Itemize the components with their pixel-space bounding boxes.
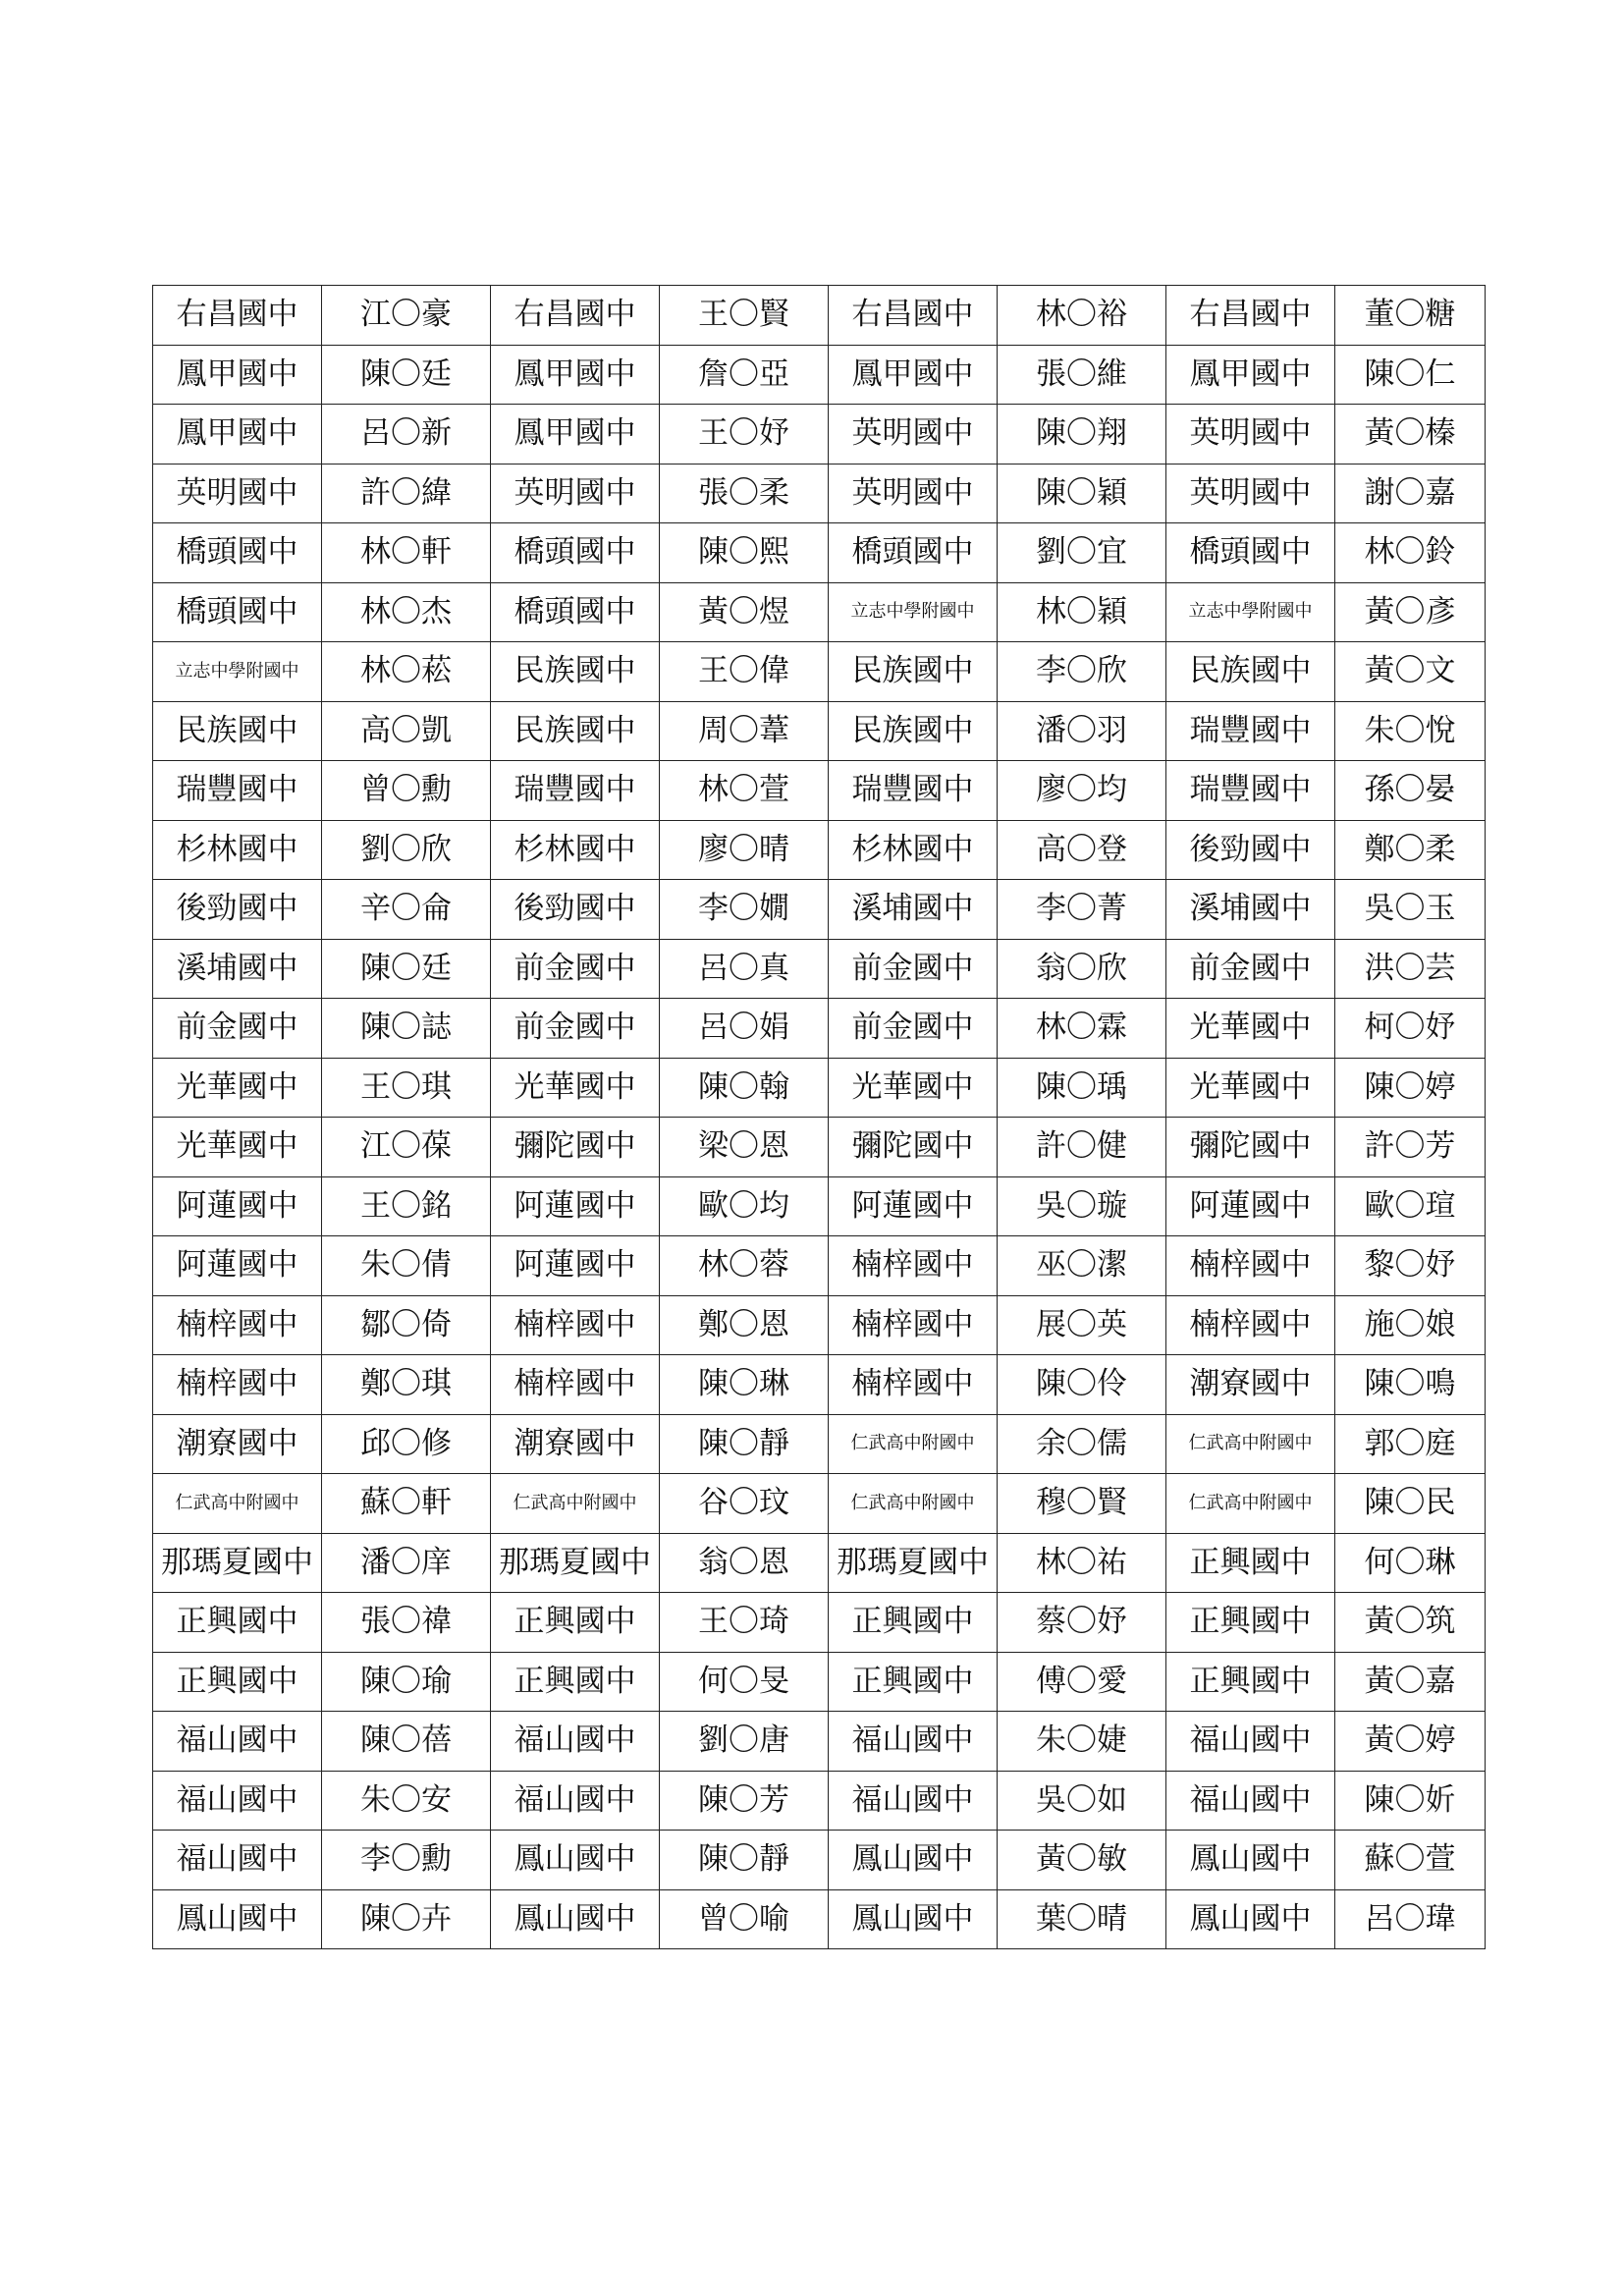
school-cell: 光華國中 — [491, 1058, 660, 1118]
school-cell: 福山國中 — [153, 1771, 322, 1831]
student-name-cell: 潘〇羽 — [998, 701, 1166, 761]
student-name-cell: 陳〇熙 — [660, 523, 829, 583]
school-cell: 杉林國中 — [491, 820, 660, 880]
table-row — [153, 880, 1486, 940]
student-name-cell: 梁〇恩 — [660, 1118, 829, 1177]
student-name-cell: 曾〇喻 — [660, 1889, 829, 1949]
school-cell: 阿蓮國中 — [491, 1236, 660, 1296]
student-name-cell: 陳〇伶 — [998, 1355, 1166, 1415]
school-cell: 阿蓮國中 — [829, 1176, 998, 1236]
school-cell: 潮寮國中 — [1166, 1355, 1335, 1415]
school-cell: 民族國中 — [829, 642, 998, 702]
school-cell: 民族國中 — [829, 701, 998, 761]
school-cell: 民族國中 — [491, 642, 660, 702]
school-cell: 英明國中 — [153, 464, 322, 523]
school-cell: 彌陀國中 — [829, 1118, 998, 1177]
table-row — [153, 1533, 1486, 1593]
school-cell: 瑞豐國中 — [1166, 701, 1335, 761]
school-cell: 英明國中 — [491, 464, 660, 523]
school-cell: 仁武高中附國中 — [829, 1474, 998, 1534]
student-name-cell: 朱〇倩 — [322, 1236, 491, 1296]
student-name-cell: 歐〇瑄 — [1335, 1176, 1486, 1236]
student-name-cell: 陳〇翔 — [998, 405, 1166, 465]
table-row — [153, 1118, 1486, 1177]
school-cell: 後勁國中 — [1166, 820, 1335, 880]
student-name-cell: 許〇緯 — [322, 464, 491, 523]
school-cell: 福山國中 — [829, 1712, 998, 1772]
school-cell: 英明國中 — [829, 405, 998, 465]
student-name-cell: 孫〇晏 — [1335, 761, 1486, 821]
student-name-cell: 林〇萱 — [660, 761, 829, 821]
school-cell: 鳳山國中 — [491, 1889, 660, 1949]
student-name-cell: 邱〇修 — [322, 1414, 491, 1474]
school-cell: 仁武高中附國中 — [153, 1474, 322, 1534]
student-name-cell: 董〇糖 — [1335, 286, 1486, 346]
student-name-cell: 洪〇芸 — [1335, 939, 1486, 999]
school-cell: 右昌國中 — [1166, 286, 1335, 346]
student-name-cell: 許〇健 — [998, 1118, 1166, 1177]
student-name-cell: 王〇琦 — [660, 1593, 829, 1653]
school-cell: 那瑪夏國中 — [491, 1533, 660, 1593]
school-cell: 鳳山國中 — [829, 1889, 998, 1949]
student-name-cell: 葉〇晴 — [998, 1889, 1166, 1949]
table-row — [153, 1474, 1486, 1534]
school-cell: 英明國中 — [829, 464, 998, 523]
student-name-cell: 王〇銘 — [322, 1176, 491, 1236]
student-name-cell: 陳〇瑜 — [322, 1652, 491, 1712]
school-cell: 瑞豐國中 — [491, 761, 660, 821]
table-row — [153, 1712, 1486, 1772]
student-name-cell: 潘〇庠 — [322, 1533, 491, 1593]
school-cell: 鳳山國中 — [153, 1889, 322, 1949]
school-cell: 仁武高中附國中 — [1166, 1474, 1335, 1534]
table-row — [153, 761, 1486, 821]
school-cell: 阿蓮國中 — [491, 1176, 660, 1236]
student-name-cell: 陳〇妡 — [1335, 1771, 1486, 1831]
school-cell: 那瑪夏國中 — [829, 1533, 998, 1593]
school-cell: 光華國中 — [1166, 1058, 1335, 1118]
school-cell: 民族國中 — [1166, 642, 1335, 702]
school-cell: 那瑪夏國中 — [153, 1533, 322, 1593]
table-row — [153, 1831, 1486, 1890]
school-cell: 光華國中 — [153, 1118, 322, 1177]
school-cell: 楠梓國中 — [1166, 1295, 1335, 1355]
school-cell: 正興國中 — [1166, 1533, 1335, 1593]
school-cell: 鳳甲國中 — [153, 405, 322, 465]
school-cell: 正興國中 — [829, 1652, 998, 1712]
student-name-cell: 蘇〇軒 — [322, 1474, 491, 1534]
student-name-cell: 林〇祐 — [998, 1533, 1166, 1593]
school-cell: 前金國中 — [491, 939, 660, 999]
school-cell: 橋頭國中 — [491, 523, 660, 583]
student-name-cell: 吳〇璇 — [998, 1176, 1166, 1236]
school-cell: 鳳甲國中 — [491, 345, 660, 405]
school-cell: 鳳山國中 — [1166, 1831, 1335, 1890]
student-name-cell: 林〇軒 — [322, 523, 491, 583]
school-cell: 右昌國中 — [829, 286, 998, 346]
student-name-cell: 劉〇唐 — [660, 1712, 829, 1772]
table-row — [153, 286, 1486, 346]
student-name-cell: 鄭〇柔 — [1335, 820, 1486, 880]
school-cell: 正興國中 — [153, 1652, 322, 1712]
student-name-cell: 陳〇仁 — [1335, 345, 1486, 405]
school-cell: 立志中學附國中 — [829, 582, 998, 642]
school-cell: 光華國中 — [153, 1058, 322, 1118]
student-name-cell: 陳〇靜 — [660, 1831, 829, 1890]
student-name-cell: 陳〇蓓 — [322, 1712, 491, 1772]
student-name-cell: 鄭〇琪 — [322, 1355, 491, 1415]
student-name-cell: 江〇葆 — [322, 1118, 491, 1177]
school-cell: 鳳甲國中 — [829, 345, 998, 405]
school-cell: 福山國中 — [153, 1712, 322, 1772]
table-row — [153, 1652, 1486, 1712]
student-name-cell: 謝〇嘉 — [1335, 464, 1486, 523]
student-name-cell: 張〇維 — [998, 345, 1166, 405]
student-name-cell: 陳〇琳 — [660, 1355, 829, 1415]
student-name-cell: 許〇芳 — [1335, 1118, 1486, 1177]
student-name-cell: 陳〇廷 — [322, 939, 491, 999]
student-name-cell: 翁〇欣 — [998, 939, 1166, 999]
school-cell: 橋頭國中 — [491, 582, 660, 642]
school-cell: 福山國中 — [1166, 1712, 1335, 1772]
table-row — [153, 642, 1486, 702]
student-name-cell: 陳〇卉 — [322, 1889, 491, 1949]
student-name-cell: 黎〇妤 — [1335, 1236, 1486, 1296]
table-row — [153, 1058, 1486, 1118]
student-name-cell: 歐〇均 — [660, 1176, 829, 1236]
school-cell: 正興國中 — [491, 1593, 660, 1653]
school-cell: 彌陀國中 — [491, 1118, 660, 1177]
school-cell: 阿蓮國中 — [1166, 1176, 1335, 1236]
table-row — [153, 1414, 1486, 1474]
school-cell: 溪埔國中 — [829, 880, 998, 940]
student-name-cell: 郭〇庭 — [1335, 1414, 1486, 1474]
student-name-cell: 李〇嫺 — [660, 880, 829, 940]
school-cell: 潮寮國中 — [153, 1414, 322, 1474]
student-name-cell: 黃〇婷 — [1335, 1712, 1486, 1772]
student-name-cell: 林〇霖 — [998, 999, 1166, 1059]
school-cell: 楠梓國中 — [153, 1355, 322, 1415]
school-cell: 仁武高中附國中 — [1166, 1414, 1335, 1474]
school-cell: 潮寮國中 — [491, 1414, 660, 1474]
school-cell: 鳳山國中 — [829, 1831, 998, 1890]
school-cell: 英明國中 — [1166, 405, 1335, 465]
student-name-cell: 呂〇瑋 — [1335, 1889, 1486, 1949]
school-cell: 後勁國中 — [153, 880, 322, 940]
school-cell: 右昌國中 — [491, 286, 660, 346]
school-cell: 正興國中 — [1166, 1652, 1335, 1712]
student-name-cell: 陳〇瑀 — [998, 1058, 1166, 1118]
student-name-cell: 黃〇煜 — [660, 582, 829, 642]
school-cell: 橋頭國中 — [829, 523, 998, 583]
student-name-cell: 呂〇娟 — [660, 999, 829, 1059]
student-name-cell: 劉〇欣 — [322, 820, 491, 880]
table-row — [153, 820, 1486, 880]
table-row — [153, 1236, 1486, 1296]
student-name-cell: 高〇登 — [998, 820, 1166, 880]
table-row — [153, 582, 1486, 642]
student-name-cell: 余〇儒 — [998, 1414, 1166, 1474]
student-name-cell: 李〇菁 — [998, 880, 1166, 940]
student-name-cell: 黃〇文 — [1335, 642, 1486, 702]
roster-table — [152, 285, 1486, 1949]
school-cell: 正興國中 — [829, 1593, 998, 1653]
student-name-cell: 何〇琳 — [1335, 1533, 1486, 1593]
school-cell: 仁武高中附國中 — [491, 1474, 660, 1534]
student-name-cell: 巫〇潔 — [998, 1236, 1166, 1296]
school-cell: 前金國中 — [829, 999, 998, 1059]
student-name-cell: 黃〇筑 — [1335, 1593, 1486, 1653]
table-row — [153, 405, 1486, 465]
school-cell: 楠梓國中 — [829, 1236, 998, 1296]
school-cell: 瑞豐國中 — [1166, 761, 1335, 821]
table-row — [153, 1889, 1486, 1949]
student-name-cell: 朱〇悅 — [1335, 701, 1486, 761]
table-row — [153, 464, 1486, 523]
student-name-cell: 陳〇鳴 — [1335, 1355, 1486, 1415]
student-name-cell: 吳〇如 — [998, 1771, 1166, 1831]
table-row — [153, 345, 1486, 405]
student-name-cell: 辛〇侖 — [322, 880, 491, 940]
school-cell: 光華國中 — [1166, 999, 1335, 1059]
school-cell: 鳳甲國中 — [153, 345, 322, 405]
student-name-cell: 林〇裕 — [998, 286, 1166, 346]
student-name-cell: 翁〇恩 — [660, 1533, 829, 1593]
school-cell: 橋頭國中 — [1166, 523, 1335, 583]
school-cell: 溪埔國中 — [153, 939, 322, 999]
student-name-cell: 廖〇晴 — [660, 820, 829, 880]
student-name-cell: 廖〇均 — [998, 761, 1166, 821]
school-cell: 福山國中 — [153, 1831, 322, 1890]
student-name-cell: 張〇柔 — [660, 464, 829, 523]
student-name-cell: 施〇娘 — [1335, 1295, 1486, 1355]
school-cell: 杉林國中 — [829, 820, 998, 880]
student-name-cell: 黃〇彥 — [1335, 582, 1486, 642]
student-name-cell: 王〇妤 — [660, 405, 829, 465]
school-cell: 前金國中 — [153, 999, 322, 1059]
student-name-cell: 傅〇愛 — [998, 1652, 1166, 1712]
student-name-cell: 呂〇新 — [322, 405, 491, 465]
student-name-cell: 黃〇榛 — [1335, 405, 1486, 465]
student-name-cell: 張〇禕 — [322, 1593, 491, 1653]
student-name-cell: 詹〇亞 — [660, 345, 829, 405]
student-name-cell: 陳〇誌 — [322, 999, 491, 1059]
school-cell: 前金國中 — [1166, 939, 1335, 999]
school-cell: 鳳甲國中 — [491, 405, 660, 465]
student-name-cell: 李〇勳 — [322, 1831, 491, 1890]
student-name-cell: 陳〇翰 — [660, 1058, 829, 1118]
student-name-cell: 展〇英 — [998, 1295, 1166, 1355]
school-cell: 橋頭國中 — [153, 523, 322, 583]
school-cell: 福山國中 — [491, 1712, 660, 1772]
school-cell: 後勁國中 — [491, 880, 660, 940]
table-row — [153, 1593, 1486, 1653]
school-cell: 鳳山國中 — [491, 1831, 660, 1890]
school-cell: 楠梓國中 — [153, 1295, 322, 1355]
school-cell: 楠梓國中 — [1166, 1236, 1335, 1296]
school-cell: 鳳山國中 — [1166, 1889, 1335, 1949]
student-name-cell: 鄭〇恩 — [660, 1295, 829, 1355]
table-row — [153, 1771, 1486, 1831]
school-cell: 瑞豐國中 — [829, 761, 998, 821]
student-name-cell: 劉〇宜 — [998, 523, 1166, 583]
table-row — [153, 1295, 1486, 1355]
student-name-cell: 曾〇勳 — [322, 761, 491, 821]
student-name-cell: 穆〇賢 — [998, 1474, 1166, 1534]
school-cell: 楠梓國中 — [491, 1355, 660, 1415]
school-cell: 立志中學附國中 — [153, 642, 322, 702]
student-name-cell: 蔡〇妤 — [998, 1593, 1166, 1653]
table-row — [153, 523, 1486, 583]
roster-body — [153, 286, 1486, 1949]
school-cell: 楠梓國中 — [829, 1295, 998, 1355]
student-name-cell: 鄒〇倚 — [322, 1295, 491, 1355]
school-cell: 瑞豐國中 — [153, 761, 322, 821]
student-name-cell: 王〇琪 — [322, 1058, 491, 1118]
school-cell: 正興國中 — [1166, 1593, 1335, 1653]
school-cell: 阿蓮國中 — [153, 1236, 322, 1296]
student-name-cell: 李〇欣 — [998, 642, 1166, 702]
table-row — [153, 1355, 1486, 1415]
school-cell: 福山國中 — [491, 1771, 660, 1831]
student-name-cell: 陳〇穎 — [998, 464, 1166, 523]
student-name-cell: 林〇杰 — [322, 582, 491, 642]
student-name-cell: 王〇偉 — [660, 642, 829, 702]
school-cell: 正興國中 — [153, 1593, 322, 1653]
student-name-cell: 蘇〇萱 — [1335, 1831, 1486, 1890]
school-cell: 彌陀國中 — [1166, 1118, 1335, 1177]
student-name-cell: 吳〇玉 — [1335, 880, 1486, 940]
school-cell: 橋頭國中 — [153, 582, 322, 642]
school-cell: 福山國中 — [1166, 1771, 1335, 1831]
student-name-cell: 江〇豪 — [322, 286, 491, 346]
student-name-cell: 陳〇芳 — [660, 1771, 829, 1831]
school-cell: 楠梓國中 — [829, 1355, 998, 1415]
student-name-cell: 何〇旻 — [660, 1652, 829, 1712]
school-cell: 仁武高中附國中 — [829, 1414, 998, 1474]
student-name-cell: 朱〇安 — [322, 1771, 491, 1831]
student-name-cell: 林〇菘 — [322, 642, 491, 702]
school-cell: 前金國中 — [829, 939, 998, 999]
school-cell: 右昌國中 — [153, 286, 322, 346]
school-cell: 立志中學附國中 — [1166, 582, 1335, 642]
school-cell: 溪埔國中 — [1166, 880, 1335, 940]
table-row — [153, 701, 1486, 761]
student-name-cell: 陳〇廷 — [322, 345, 491, 405]
student-name-cell: 王〇賢 — [660, 286, 829, 346]
table-row — [153, 999, 1486, 1059]
table-row — [153, 939, 1486, 999]
school-cell: 民族國中 — [491, 701, 660, 761]
student-name-cell: 高〇凱 — [322, 701, 491, 761]
student-name-cell: 黃〇敏 — [998, 1831, 1166, 1890]
student-name-cell: 林〇蓉 — [660, 1236, 829, 1296]
school-cell: 楠梓國中 — [491, 1295, 660, 1355]
student-name-cell: 林〇鈴 — [1335, 523, 1486, 583]
school-cell: 英明國中 — [1166, 464, 1335, 523]
school-cell: 福山國中 — [829, 1771, 998, 1831]
student-name-cell: 柯〇妤 — [1335, 999, 1486, 1059]
student-name-cell: 谷〇玟 — [660, 1474, 829, 1534]
student-name-cell: 周〇葦 — [660, 701, 829, 761]
roster-sheet — [152, 285, 1485, 1949]
student-name-cell: 林〇穎 — [998, 582, 1166, 642]
school-cell: 光華國中 — [829, 1058, 998, 1118]
student-name-cell: 呂〇真 — [660, 939, 829, 999]
student-name-cell: 陳〇婷 — [1335, 1058, 1486, 1118]
student-name-cell: 陳〇民 — [1335, 1474, 1486, 1534]
student-name-cell: 朱〇婕 — [998, 1712, 1166, 1772]
school-cell: 民族國中 — [153, 701, 322, 761]
school-cell: 阿蓮國中 — [153, 1176, 322, 1236]
table-row — [153, 1176, 1486, 1236]
school-cell: 鳳甲國中 — [1166, 345, 1335, 405]
school-cell: 前金國中 — [491, 999, 660, 1059]
student-name-cell: 陳〇靜 — [660, 1414, 829, 1474]
school-cell: 正興國中 — [491, 1652, 660, 1712]
student-name-cell: 黃〇嘉 — [1335, 1652, 1486, 1712]
school-cell: 杉林國中 — [153, 820, 322, 880]
